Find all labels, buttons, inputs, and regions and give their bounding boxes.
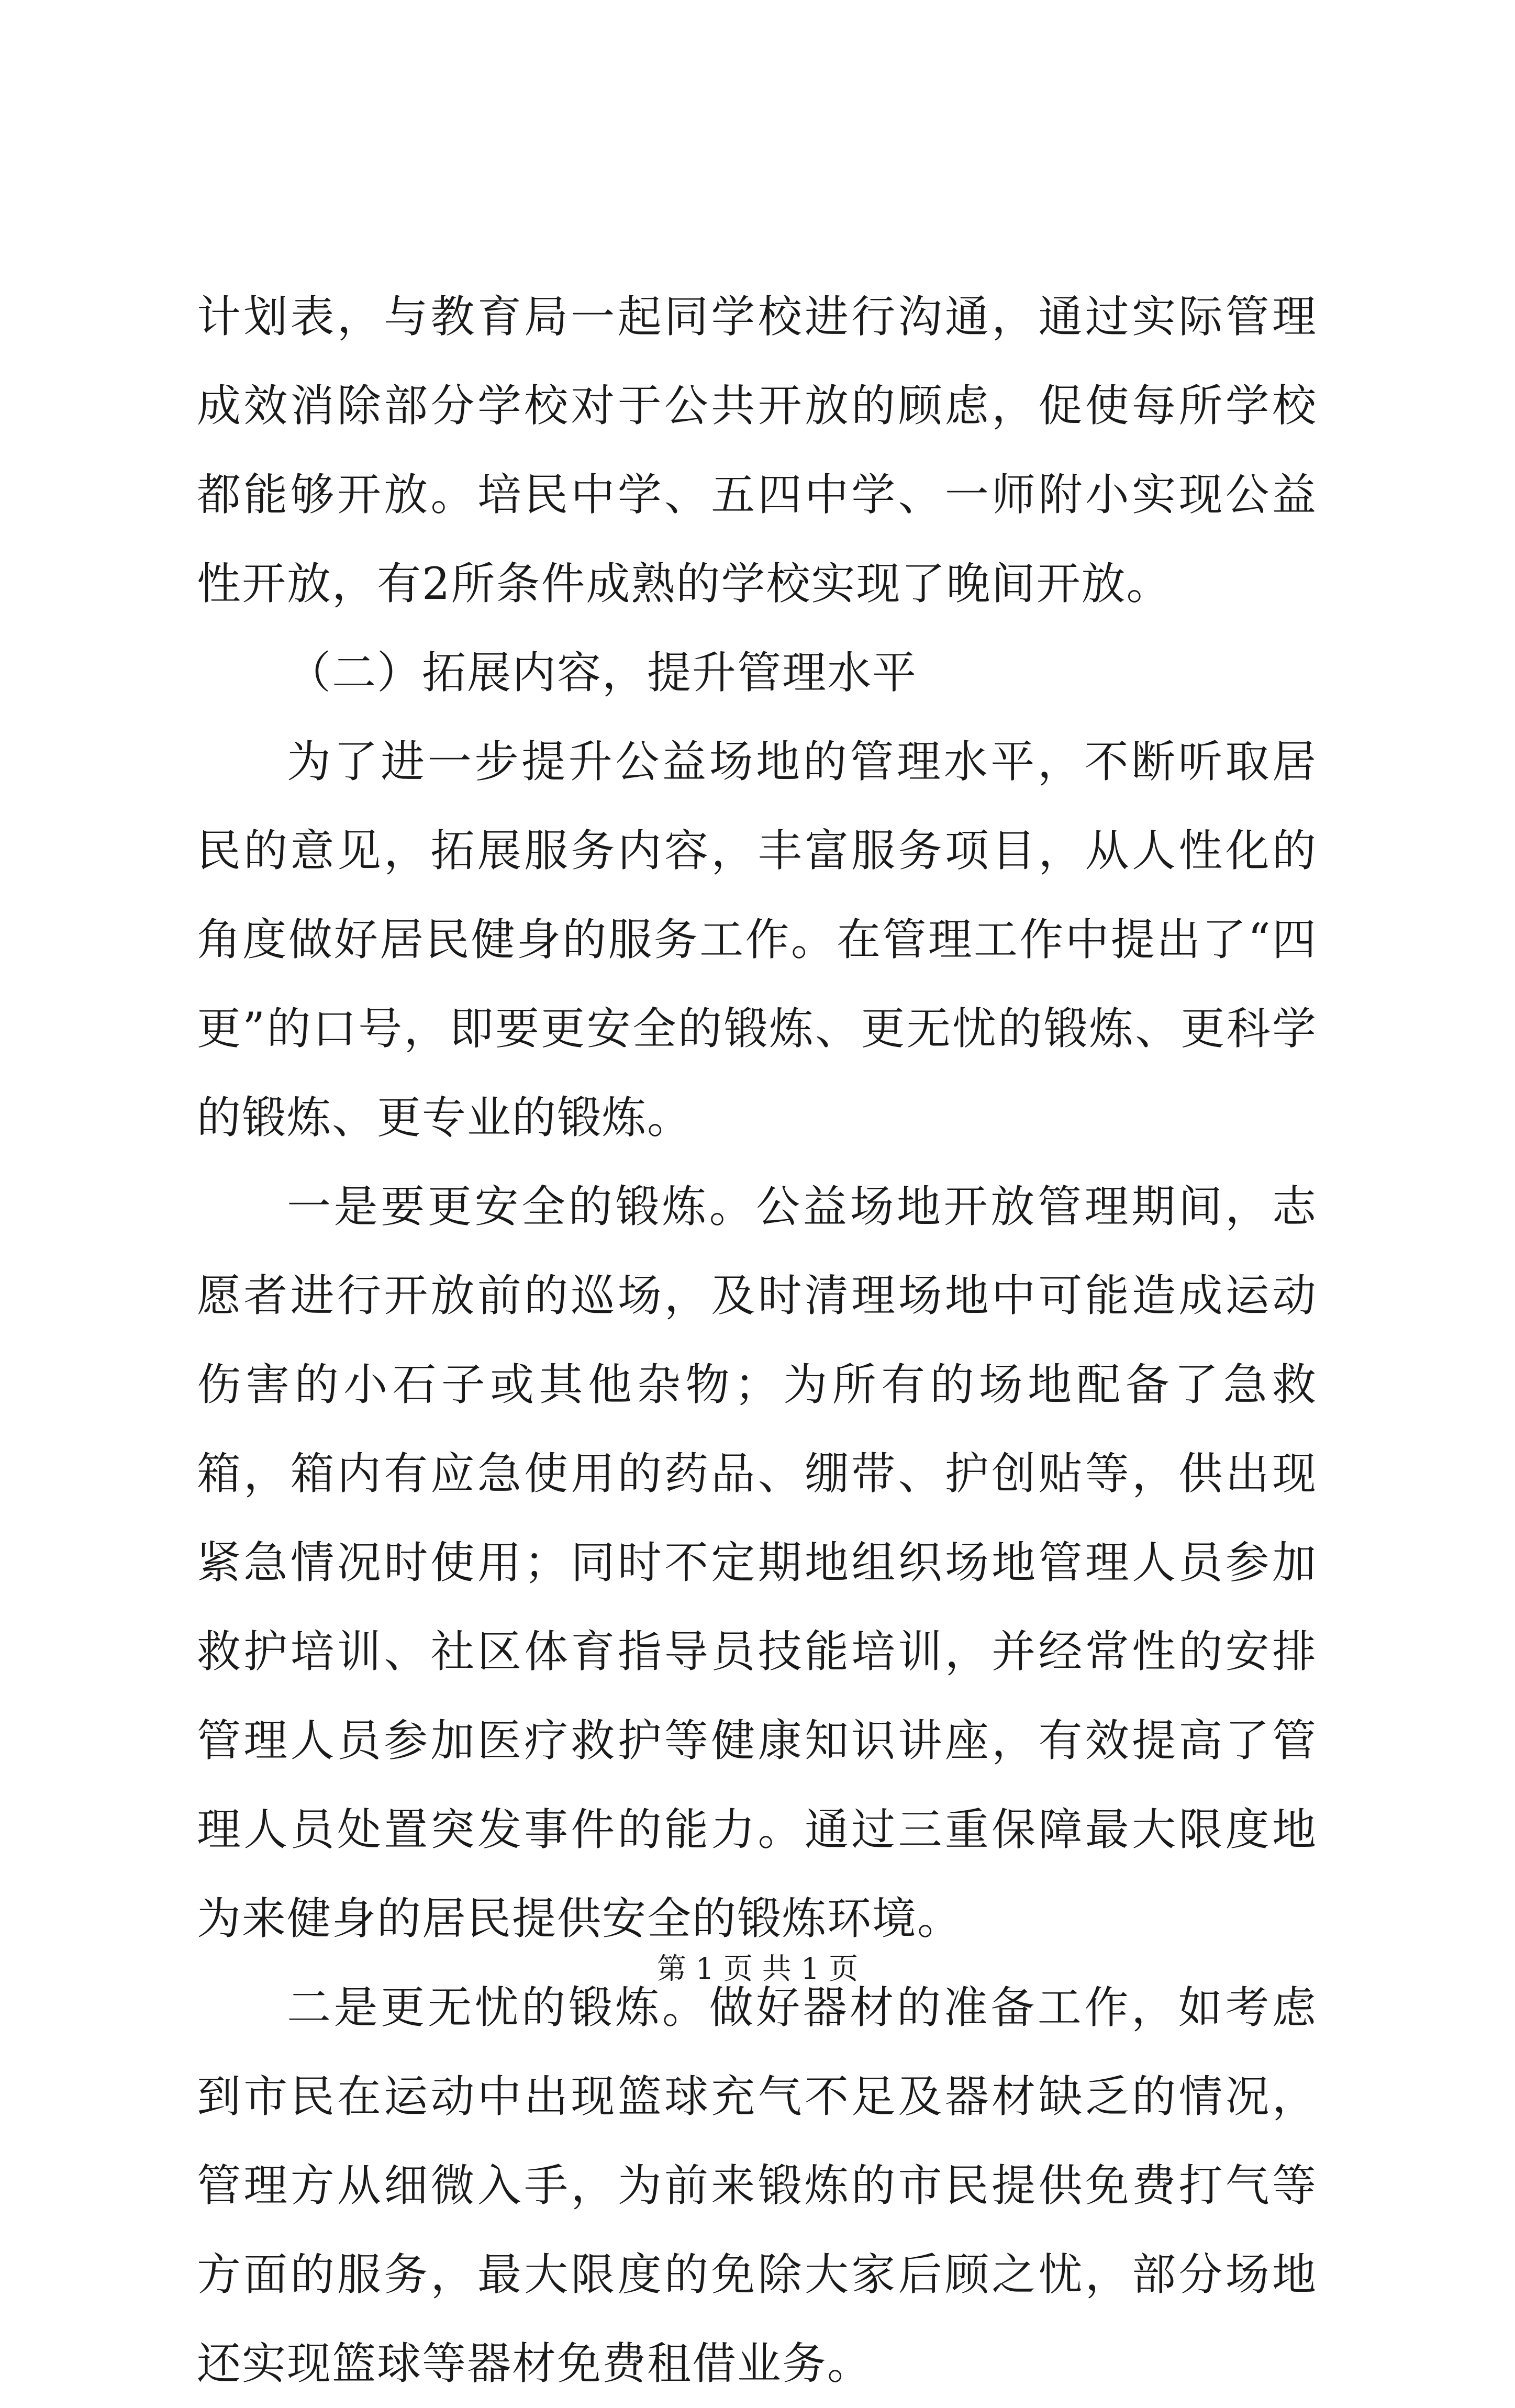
section-heading: （二）拓展内容，提升管理水平 <box>287 647 918 698</box>
paragraph-continuation: 计划表，与教育局一起同学校进行沟通，通过实际管理成效消除部分学校对于公共开放的顾虑，促使每所学校都能够开放。培民中学、五四中学、一师附小实现公益性开放，有2所条件成熟的学校实现了晚间开放。 <box>197 291 1317 609</box>
document-body <box>197 272 1317 2408</box>
paragraph-safe-exercise: 一是要更安全的锻炼。公益场地开放管理期间，志愿者进行开放前的巡场，及时清理场地中可能造成运动伤害的小石子或其他杂物；为所有的场地配备了急救箱，箱内有应急使用的药品、绷带、护创贴等，供出现紧急情况时使用；同时不定期地组织场地管理人员参加救护培训、社区体育指导员技能培训，并经常性的安排管理人员参加医疗救护等健康知识讲座，有效提高了管理人员处置突发事件的能力。通过三重保障最大限度地为来健身的居民提供安全的锻炼环境。 <box>197 1181 1317 1944</box>
paragraph-intro: 为了进一步提升公益场地的管理水平，不断听取居民的意见，拓展服务内容，丰富服务项目，从人性化的角度做好居民健身的服务工作。在管理工作中提出了“四更”的口号，即要更安全的锻炼、更无忧的锻炼、更科学的锻炼、更专业的锻炼。 <box>197 736 1317 1143</box>
page-footer: 第 1 页 共 1 页 <box>656 1952 859 1986</box>
paragraph-worry-free-exercise: 二是更无忧的锻炼。做好器材的准备工作，如考虑到市民在运动中出现篮球充气不足及器材缺乏的情况，管理方从细微入手，为前来锻炼的市民提供免费打气等方面的服务，最大限度的免除大家后顾之忧，部分场地还实现篮球等器材免费租借业务。 <box>197 1982 1317 2389</box>
